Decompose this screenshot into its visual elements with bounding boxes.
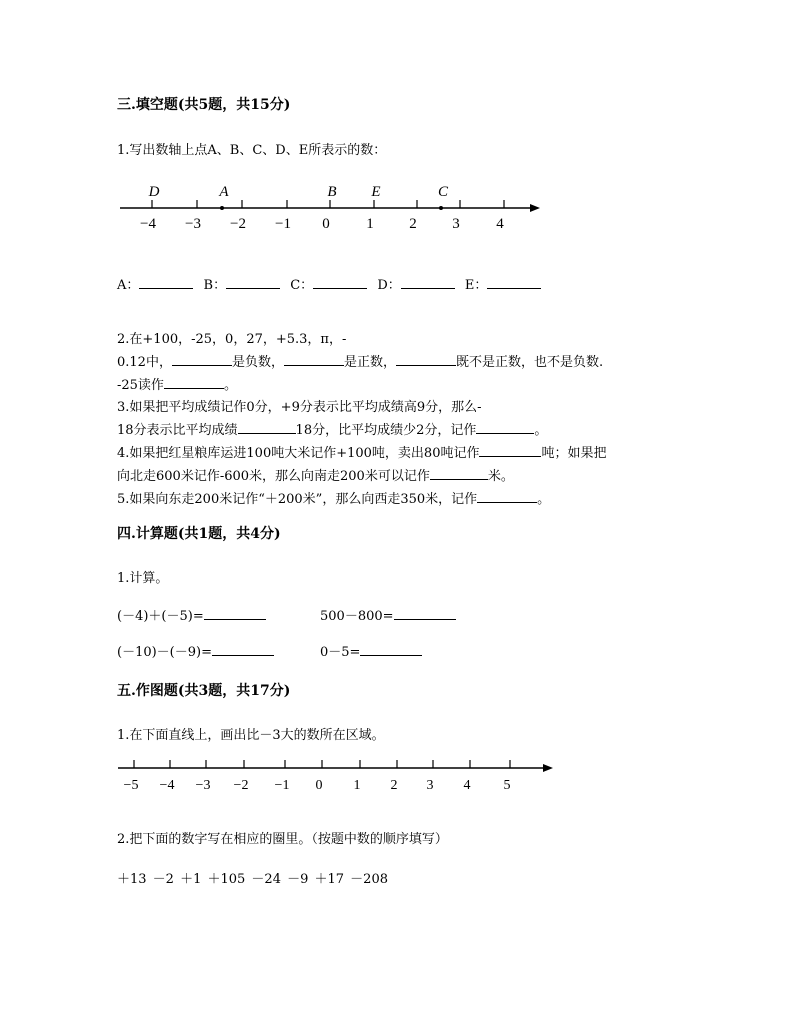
tick-label: −3 (185, 216, 201, 232)
tick-label: 5 (503, 778, 511, 793)
text: 既不是正数，也不是负数. (455, 355, 604, 370)
text: 是负数， (231, 355, 284, 370)
question-text: 1.计算。 (117, 571, 169, 586)
answer-label-c: C： (290, 278, 314, 293)
text: 。 (537, 492, 551, 507)
number-list: ＋13 －2 ＋1 ＋105 －24 －9 ＋17 －208 (117, 872, 388, 887)
text: 18分，比平均成绩少2分，记作 (295, 423, 477, 438)
text: 是正数， (343, 355, 396, 370)
tick-label: −3 (195, 778, 211, 793)
expression: (－10)－(－9)= (117, 645, 212, 660)
text: 。 (534, 423, 548, 438)
text: -25读作 (117, 378, 164, 393)
point-label: B (327, 184, 337, 200)
tick-label: −5 (123, 778, 139, 793)
text: 5.如果向东走200米记作“＋200米”，那么向西走350米，记作 (117, 492, 478, 507)
text: 0.12中， (117, 355, 172, 370)
tick-label: −2 (233, 778, 249, 793)
answer-label-b: B： (203, 278, 227, 293)
tick-label: 1 (366, 216, 374, 232)
q2-line1: 2.在+100，-25，0，27，+5.3，π，- (117, 332, 347, 347)
point-label: E (371, 184, 381, 200)
point-label: A (219, 184, 229, 200)
expression: 500－800= (320, 609, 394, 624)
question-text: 1.在下面直线上，画出比－3大的数所在区域。 (117, 728, 385, 743)
q3-line1: 3.如果把平均成绩记作0分，+9分表示比平均成绩高9分，那么- (117, 400, 482, 415)
text: 4.如果把红星粮库运进100吨大米记作+100吨，卖出80吨记作 (117, 446, 480, 461)
text: 18分表示比平均成绩 (117, 423, 238, 438)
question-text: 1.写出数轴上点A、B、C、D、E所表示的数： (117, 143, 387, 158)
expression: (－4)＋(－5)= (117, 609, 204, 624)
tick-label: 2 (409, 216, 417, 232)
tick-label: 1 (353, 778, 361, 793)
tick-label: 4 (463, 778, 471, 793)
question-text: 2.把下面的数字写在相应的圈里。（按题中数的顺序填写） (117, 832, 448, 847)
tick-label: −4 (159, 778, 175, 793)
section-heading: 四.计算题(共1题，共4分) (117, 526, 281, 542)
tick-label: −4 (140, 216, 156, 232)
section-heading: 五.作图题(共3题，共17分) (117, 683, 291, 699)
text: 。 (223, 378, 237, 393)
section-heading: 三.填空题(共5题，共15分) (117, 97, 291, 113)
tick-label: 0 (315, 778, 323, 793)
text: 向北走600米记作-600米，那么向南走200米可以记作 (117, 469, 430, 484)
tick-label: 0 (322, 216, 330, 232)
text: 米。 (487, 469, 514, 484)
tick-label: 3 (452, 216, 460, 232)
answer-label-d: D： (377, 278, 401, 293)
tick-label: 2 (390, 778, 398, 793)
answer-label-e: E： (464, 278, 488, 293)
answer-label-a: A： (117, 278, 140, 293)
point-label: D (148, 184, 160, 200)
point-label: C (437, 184, 449, 200)
tick-label: −1 (274, 778, 290, 793)
tick-label: 4 (496, 216, 504, 232)
tick-label: 3 (426, 778, 434, 793)
text: 吨；如果把 (541, 446, 607, 461)
tick-label: −2 (230, 216, 246, 232)
axis-arrow-icon (543, 764, 553, 772)
expression: 0－5= (320, 645, 361, 660)
tick-label: −1 (275, 216, 291, 232)
